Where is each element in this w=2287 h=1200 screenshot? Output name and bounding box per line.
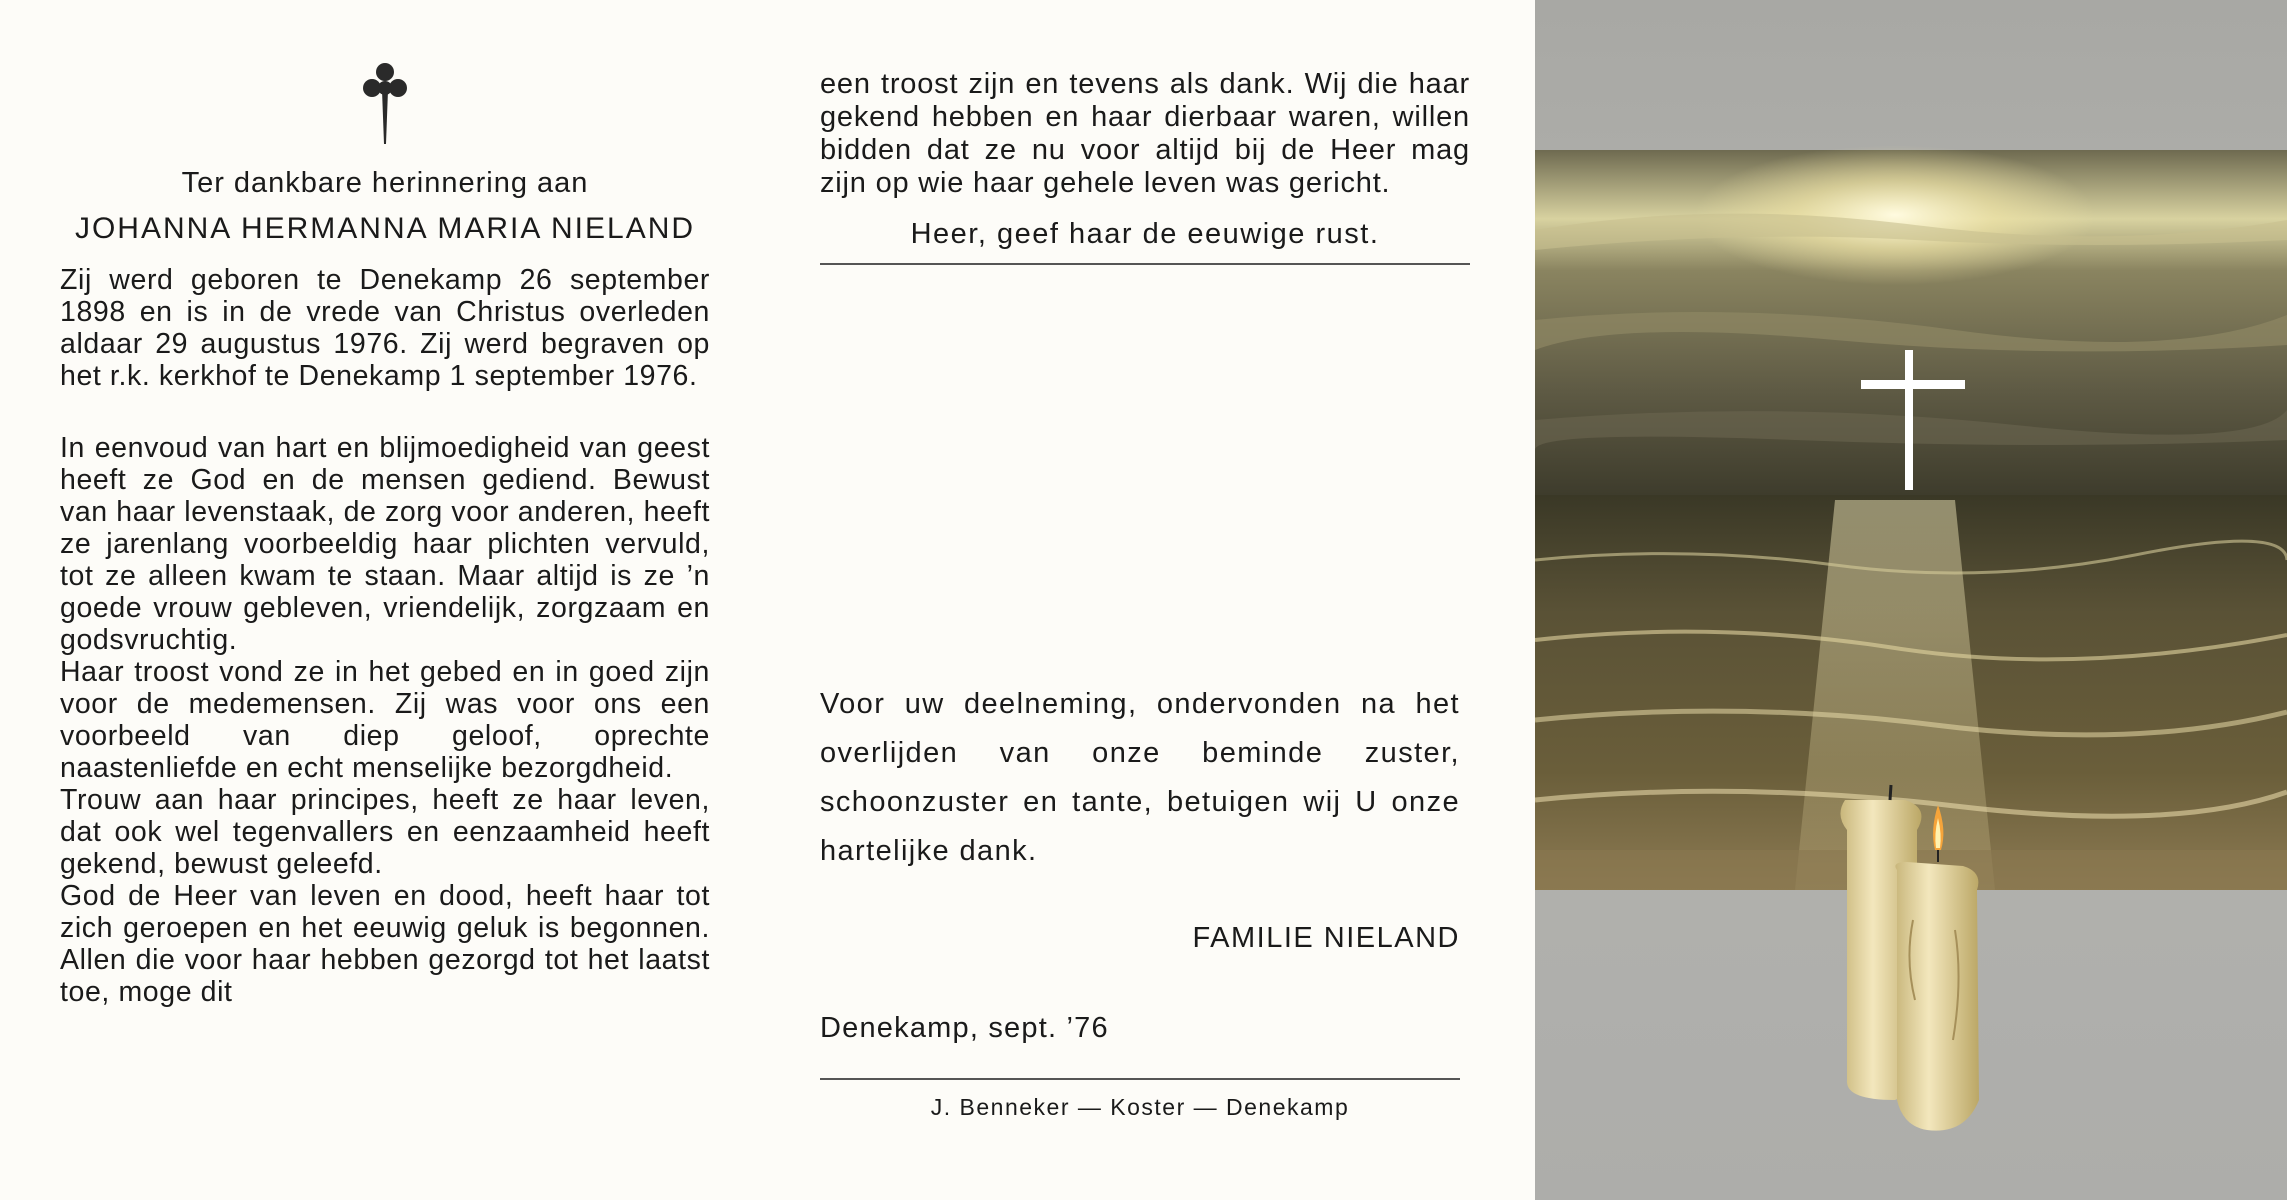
left-column [60,60,710,1008]
birth-paragraph: Zij werd geboren te Denekamp 26 september 1898 en is in de vrede van Christus overleden aldaar 29 augustus 1976. Zij werd begraven op het r.k. kerkhof te Denekamp 1 september 1976. [60,264,710,392]
middle-column [820,68,1470,265]
printer-footer: J. Benneker — Koster — Denekamp [930,1094,1350,1120]
life-paragraph-2: Haar troost vond ze in het gebed en in goed zijn voor de medemensen. Zij was voor ons een voorbeeld van diep geloof, oprechte naastenliefde en echt menselijke bezorgdheid. [60,656,710,784]
place-date: Denekamp, sept. ’76 [820,1012,1109,1044]
cross-icon [360,60,410,145]
prayer-line: Heer, geef haar de eeuwige rust. [910,218,1380,250]
life-paragraph-3: Trouw aan haar principes, heeft ze haar leven, dat ook wel tegenvallers en eenzaamheid heeft gekend, bewust geleefd. [60,784,710,880]
divider [820,263,1470,265]
family-signature: FAMILIE NIELAND [1192,922,1460,954]
deceased-name: JOHANNA HERMANNA MARIA NIELAND [74,212,696,245]
life-paragraph-1: In eenvoud van hart en blijmoedigheid van geest heeft ze God en de mensen gediend. Bewust van haar levenstaak, de zorg voor anderen, heeft ze jarenlang voorbeeldig haar plichten vervuld, tot ze alleen kwam te staan. Maar altijd is ze ’n goede vrouw gebleven, vriendelijk, zorgzaam en godsvruchtig. [60,432,710,656]
life-paragraph-4: God de Heer van leven en dood, heeft haar tot zich geroepen en het eeuwig geluk is begonnen. Allen die voor haar hebben gezorgd tot het laatst toe, moge dit [60,880,710,1008]
sunset-sea-image [1535,0,2287,1200]
intro-line: Ter dankbare herinnering aan [181,167,589,199]
continuation-paragraph: een troost zijn en tevens als dank. Wij die haar gekend hebben en haar dierbaar waren, willen bidden dat ze nu voor altijd bij de Heer mag zijn op wie haar gehele leven was gericht. [820,68,1470,199]
footer-divider [820,1078,1460,1080]
sunset-picture-panel [1535,0,2287,1200]
thanks-paragraph: Voor uw deelneming, ondervonden na het overlijden van onze beminde zuster, schoonzuster en tante, betuigen wij U onze hartelijke dank. [820,688,1460,867]
